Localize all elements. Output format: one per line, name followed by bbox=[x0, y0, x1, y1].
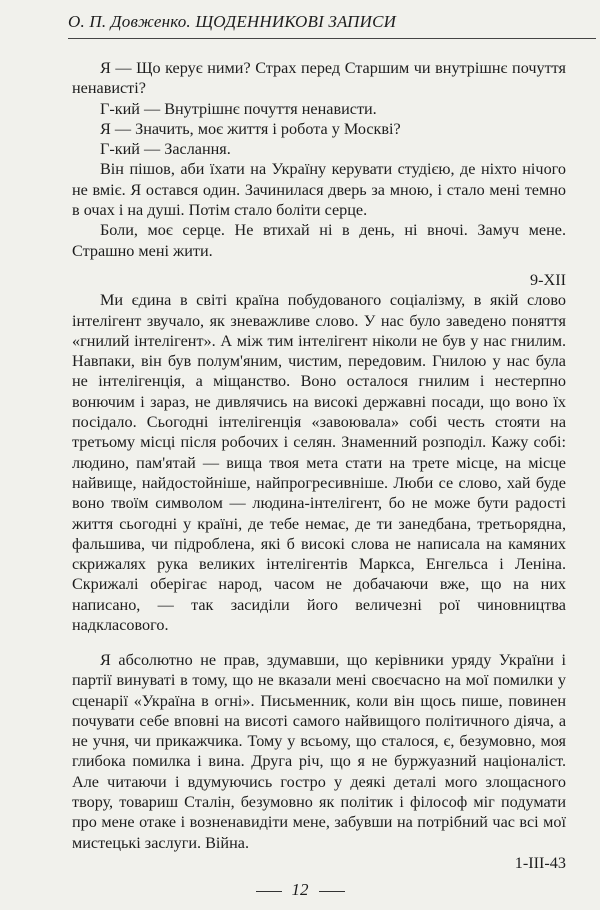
diary-entry-9-xii bbox=[72, 270, 566, 635]
paragraph: Г-кий — Заслання. bbox=[100, 140, 231, 159]
running-header: О. П. Довженко. ЩОДЕННИКОВІ ЗАПИСИ bbox=[68, 12, 596, 39]
diary-entry-1-iii-43 bbox=[72, 650, 566, 873]
page-footer bbox=[0, 880, 600, 900]
paragraph: Г-кий — Внутрішнє почуття ненависти. bbox=[100, 99, 377, 118]
entry-date: 1-III-43 bbox=[514, 853, 566, 872]
footer-dash-right bbox=[319, 891, 345, 892]
paragraph: Я — Значить, моє життя і робота у Москві? bbox=[100, 119, 401, 138]
paragraph: Я абсолютно не прав, здумавши, що керівники уряду України і партії винуваті в тому, що не вказали мені своєчасно на мої помилки у сценарії «Україна в огні». Письменник, коли він щось пише, повинен почувати себе вповні на висоті самого найвищого політичного діяча, а не учня, чи прикажчика. Тому у всьому, що сталося, є, безумовно, моя глибока помилка і вина. Друга річ, що я не буржуазний націоналіст. Але читаючи і вдумуючись гостро у деякі деталі мого злощасного твору, товариш Сталін, безумовно як політик і філософ міг подумати про мене отаке і возненавидіти мене, забувши на потрібний час всі мої мистецькі заслуги. Війна. bbox=[72, 651, 566, 852]
paragraph: Ми єдина в світі країна побудованого соціалізму, в якій слово інтелігент звучало, як зневажливе слово. У нас було заведено поняття «гнилий інтелігент». А між тим інтелігент ніколи не був у нас гнилим. Навпаки, він був полум'яним, чистим, передовим. Гнилою у нас була не інтелігенція, а міщанство. Воно осталося гнилим і нестерпно вонючим і зараз, не дивлячись на високі державні посади, що воно їх посідало. Сьогодні інтелігенція «завоювала» собі честь стояти на третьому місці після робочих і селян. Знаменний розподіл. Кажу собі: людино, пам'ятай — вища твоя мета стати на трете місце, на місце найвище, найдостойніше, найпрогресивніше. Люби се слово, хай буде воно твоїм символом — людина-інтелігент, бо не може бути радості життя сьогодні у країні, де тебе немає, де ти занедбана, третьорядна, фальшива, чи підроблена, які б високі слова не написала на камяних скрижалях рука великих інтелігентів Маркса, Енгельса і Леніна. Скрижалі оберігає народ, часом не добачаючи вже, що на них написано, — так засиділи його величезні рої чиновництва надкласового. bbox=[72, 291, 566, 635]
entry-date: 9-XII bbox=[530, 271, 566, 289]
paragraph: Він пішов, аби їхати на Україну керувати студією, де ніхто нічого не вміє. Я остався один. Зачинилася дверь за мною, і стало мені темно в очах і на душі. Потім стало боліти серце. bbox=[72, 160, 566, 220]
page-number: 12 bbox=[291, 880, 309, 899]
diary-entry-dialogue bbox=[72, 58, 566, 261]
paragraph: Боли, моє серце. Не втихай ні в день, ні вночі. Замуч мене. Страшно мені жити. bbox=[72, 221, 566, 260]
footer-dash-left bbox=[256, 891, 282, 892]
paragraph: Я — Що керує ними? Страх перед Старшим чи внутрішнє почуття ненависті? bbox=[72, 59, 566, 98]
